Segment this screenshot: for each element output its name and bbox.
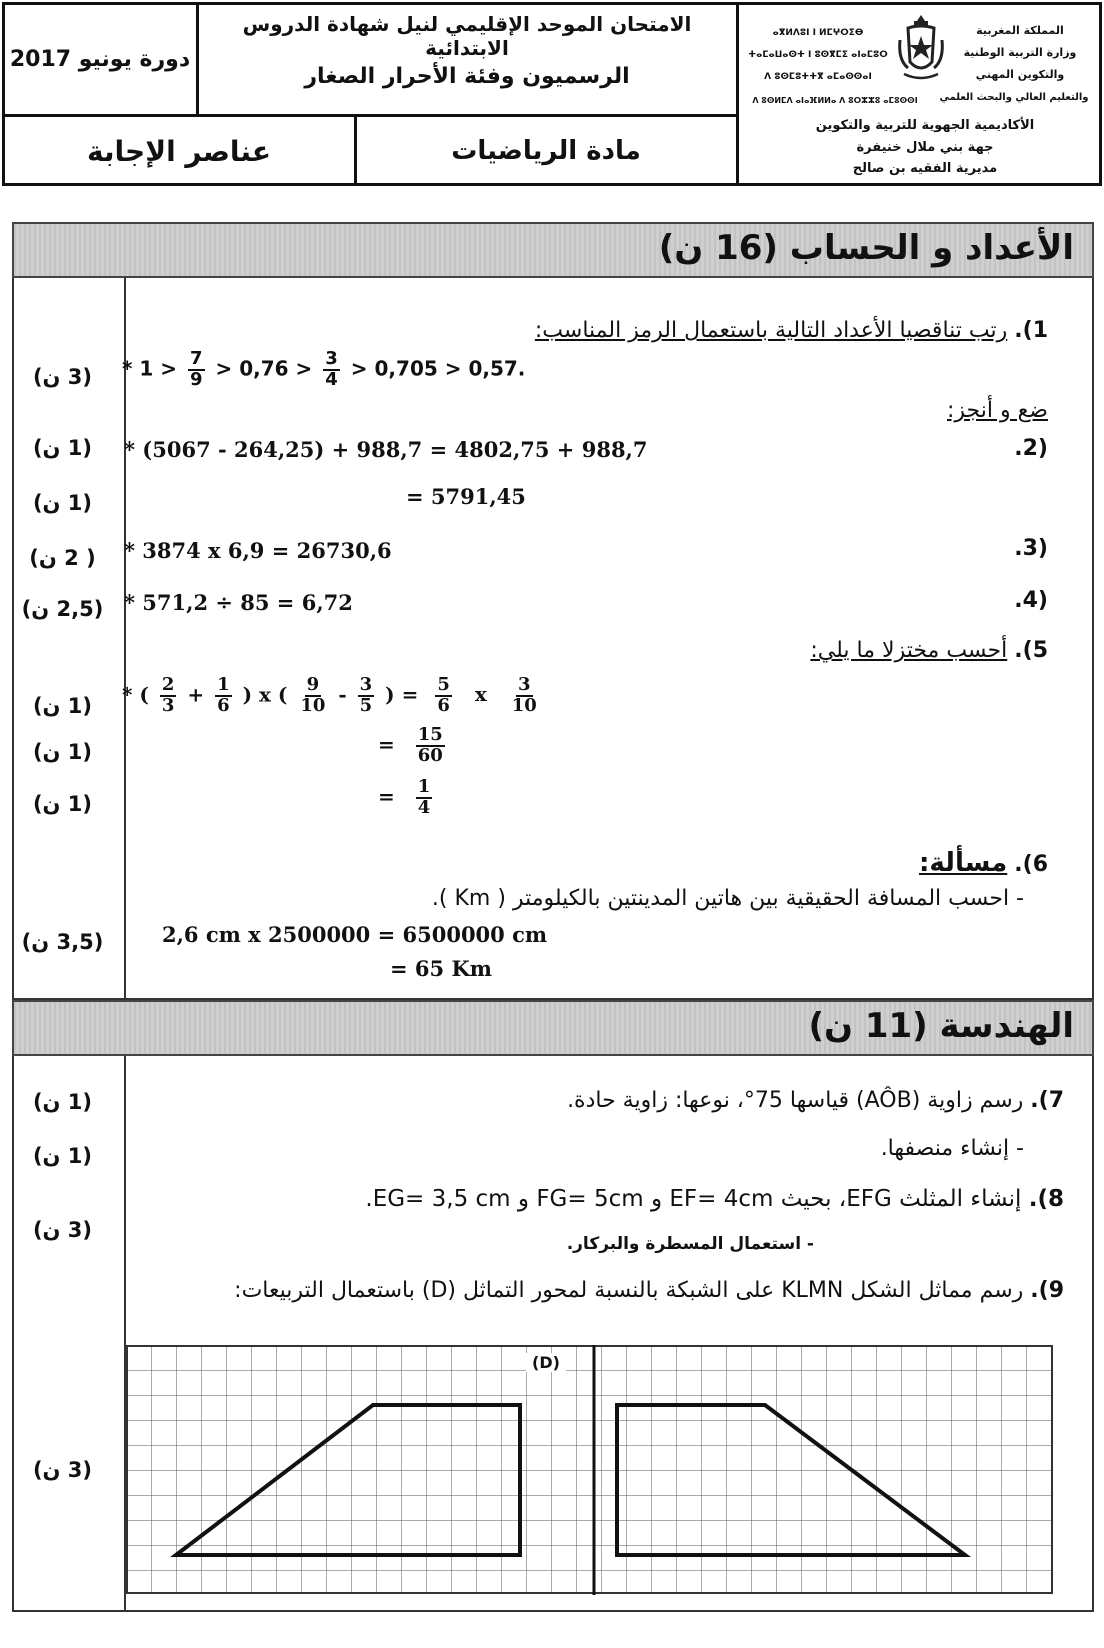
q6-line1: 2,6 cm x 2500000 = 6500000 cm bbox=[162, 922, 548, 947]
q5-f2-num: 1 bbox=[217, 674, 230, 695]
q5-mark-b: (1 ن) bbox=[32, 740, 93, 764]
header-divider-v2 bbox=[354, 114, 357, 186]
q5-open: * ( bbox=[122, 682, 149, 707]
q5-mark-c: (1 ن) bbox=[32, 792, 93, 816]
q5-line1 bbox=[122, 676, 543, 716]
q6-number: 6). bbox=[1014, 852, 1048, 877]
axis-label: (D) bbox=[526, 1353, 566, 1372]
q5-minus: - bbox=[338, 682, 347, 707]
ministry-line2: وزارة التربية الوطنية bbox=[963, 46, 1077, 59]
q5-f3-den: 10 bbox=[300, 694, 326, 716]
q9-mark: (3 ن) bbox=[32, 1458, 93, 1482]
q5-mid: ) x ( bbox=[242, 682, 288, 707]
header-divider-v3 bbox=[736, 2, 739, 186]
q3-mark: ( 2 ن) bbox=[29, 546, 96, 570]
q5-eq1: ) = bbox=[385, 682, 419, 707]
section2-title-band bbox=[12, 1000, 1094, 1056]
q1-frac2-den: 4 bbox=[325, 368, 338, 390]
q5-frac-3-5 bbox=[358, 676, 375, 716]
q1-answer-start: * 1 > bbox=[122, 356, 178, 381]
q1-prompt bbox=[535, 318, 1048, 343]
ministry-line3: والتكوين المهني bbox=[975, 68, 1065, 81]
q5-line2 bbox=[378, 726, 449, 766]
q7-mark-b: (1 ن) bbox=[32, 1144, 93, 1168]
q5-f3-num: 9 bbox=[306, 674, 320, 695]
header-divider-h bbox=[2, 114, 738, 117]
q5-f7-den: 60 bbox=[417, 744, 443, 766]
q1-fraction-1 bbox=[188, 350, 205, 390]
q5-frac-5-6 bbox=[435, 676, 452, 716]
q2-mark-a: (1 ن) bbox=[32, 436, 93, 460]
q5-frac-1-6 bbox=[215, 676, 232, 716]
q4-mark: (2,5 ن) bbox=[21, 597, 104, 621]
q1-frac1-num: 7 bbox=[190, 348, 203, 369]
exam-title-line2: الرسميون وفئة الأحرار الصغار bbox=[304, 63, 630, 89]
q5-times: x bbox=[474, 682, 487, 707]
q5-mark-a: (1 ن) bbox=[32, 694, 93, 718]
q5-f1-num: 2 bbox=[161, 674, 175, 695]
q6-title: مسألة: bbox=[919, 848, 1008, 878]
subject-title: مادة الرياضيات bbox=[451, 136, 641, 166]
q5-plus: + bbox=[187, 682, 205, 707]
q9-number: 9). bbox=[1030, 1278, 1064, 1303]
q8-subtext: - استعمال المسطرة والبركار. bbox=[566, 1234, 814, 1254]
q8-number: 8). bbox=[1028, 1186, 1064, 1212]
q6-prompt bbox=[919, 848, 1048, 878]
q1-answer bbox=[122, 350, 525, 390]
q1-fraction-2 bbox=[323, 350, 340, 390]
q3-number: .3) bbox=[1014, 536, 1048, 561]
tifinagh-line1: ⴰⴳⵍⴷⵓⵏ ⵏ ⵍⵎⵖⵔⵉⴱ bbox=[772, 28, 864, 38]
ministry-line4: والتعليم العالي والبحث العلمي bbox=[939, 92, 1089, 103]
q7-number: 7). bbox=[1030, 1088, 1064, 1113]
q5-frac-2-3 bbox=[160, 676, 177, 716]
q5-f2-den: 6 bbox=[217, 694, 230, 716]
q8-prompt bbox=[365, 1186, 1064, 1212]
q5-text: أحسب مختزلا ما يلي: bbox=[810, 638, 1008, 663]
q1-number: 1). bbox=[1014, 318, 1048, 343]
q5-f5-den: 6 bbox=[437, 694, 450, 716]
q7-subtext: - إنشاء منصفها. bbox=[880, 1136, 1024, 1161]
q5-prompt bbox=[810, 638, 1048, 663]
q8-text: إنشاء المثلث EFG، بحيث EF= 4cm و FG= 5cm و EG= 3,5 cm. bbox=[365, 1186, 1022, 1212]
q6-text: - احسب المسافة الحقيقية بين هاتين المدينتين بالكيلومتر ( Km ). bbox=[431, 886, 1024, 911]
q5-eq3: = bbox=[378, 784, 395, 809]
section1-title-band bbox=[12, 222, 1094, 278]
q6-mark: (3,5 ن) bbox=[21, 930, 104, 954]
ministry-line1: المملكة المغربية bbox=[976, 24, 1064, 37]
q5-f4-den: 5 bbox=[359, 694, 373, 716]
q4-line: * 571,2 ÷ 85 = 6,72 bbox=[124, 590, 353, 615]
q8-mark: (3 ن) bbox=[32, 1218, 93, 1242]
answer-key-title: عناصر الإجابة bbox=[87, 134, 271, 168]
q5-frac-9-10 bbox=[298, 676, 327, 716]
q5-line3 bbox=[378, 778, 436, 818]
q5-f6-num: 3 bbox=[517, 674, 531, 695]
tifinagh-line2: ⵜⴰⵎⴰⵡⴰⵙⵜ ⵏ ⵓⵙⴳⵎⵉ ⴰⵏⴰⵎⵓⵔ bbox=[748, 50, 888, 60]
academy-line3: مديرية الفقيه بن صالح bbox=[852, 161, 998, 176]
royal-emblem-icon bbox=[896, 12, 946, 84]
q1-answer-mid: > 0,76 > bbox=[215, 356, 313, 381]
q5-f6-den: 10 bbox=[511, 694, 537, 716]
q5-f1-den: 3 bbox=[161, 694, 175, 716]
q2-line2: = 5791,45 bbox=[406, 484, 526, 509]
header-divider-v1 bbox=[196, 2, 199, 116]
tifinagh-line3: ⴷ ⵓⵙⵎⵓⵜⵜⴳ ⴰⵎⴰⵙⵙⴰⵏ bbox=[764, 72, 872, 82]
q5-number: 5). bbox=[1014, 638, 1048, 663]
q1-frac2-num: 3 bbox=[325, 348, 338, 369]
q5-frac-15-60 bbox=[416, 726, 445, 766]
session-label: دورة يونيو 2017 bbox=[9, 46, 191, 72]
q9-prompt bbox=[234, 1278, 1064, 1303]
q5-frac-3-10 bbox=[510, 676, 539, 716]
q1-text: رتب تناقصيا الأعداد التالية باستعمال الرمز المناسب: bbox=[534, 318, 1008, 343]
instruction-text: ضع و أنجز: bbox=[947, 398, 1048, 423]
q5-eq2: = bbox=[378, 732, 395, 757]
q5-f7-num: 15 bbox=[417, 724, 443, 745]
q5-frac-1-4 bbox=[416, 778, 433, 818]
q4-number: .4) bbox=[1014, 588, 1048, 613]
q1-answer-end: > 0,705 > 0,57. bbox=[350, 356, 526, 381]
q2-line1: * (5067 - 264,25) + 988,7 = 4802,75 + 988,7 bbox=[124, 437, 648, 462]
section2-title: الهندسة (11 ن) bbox=[808, 1006, 1074, 1046]
academy-line1: الأكاديمية الجهوية للتربية والتكوين bbox=[815, 118, 1035, 133]
q3-line: * 3874 x 6,9 = 26730,6 bbox=[124, 538, 392, 563]
q5-f8-num: 1 bbox=[417, 776, 431, 797]
q9-text: رسم مماثل الشكل KLMN على الشبكة بالنسبة لمحور التماثل (D) باستعمال التربيعات: bbox=[234, 1278, 1024, 1303]
tifinagh-line4: ⴷ ⵓⵙⵍⵎⴷ ⴰⵏⴰⴼⵍⵍⴰ ⴷ ⵓⵔⵣⵣⵓ ⴰⵎⵓⵙⵙⵏ bbox=[752, 96, 918, 105]
q5-f5-num: 5 bbox=[437, 674, 450, 695]
q7-mark-a: (1 ن) bbox=[32, 1090, 93, 1114]
q5-f4-num: 3 bbox=[359, 674, 373, 695]
q2-number: .2) bbox=[1014, 436, 1048, 461]
q5-f8-den: 4 bbox=[417, 796, 431, 818]
q1-frac1-den: 9 bbox=[190, 368, 203, 390]
q6-line2: = 65 Km bbox=[390, 956, 492, 981]
academy-line2: جهة بني ملال خنيفرة bbox=[856, 140, 994, 155]
section1-title: الأعداد و الحساب (16 ن) bbox=[658, 228, 1074, 268]
exam-title-line1: الامتحان الموحد الإقليمي لنيل شهادة الدروس الابتدائية bbox=[242, 12, 692, 60]
symmetry-grid bbox=[126, 1345, 1056, 1595]
q1-mark: (3 ن) bbox=[32, 365, 93, 389]
q7-text: رسم زاوية (AÔB) قياسها 75°، نوعها: زاوية حادة. bbox=[567, 1088, 1024, 1113]
symmetry-grid-svg bbox=[126, 1345, 1056, 1595]
q2-mark-b: (1 ن) bbox=[32, 491, 93, 515]
q7-prompt bbox=[567, 1088, 1064, 1113]
